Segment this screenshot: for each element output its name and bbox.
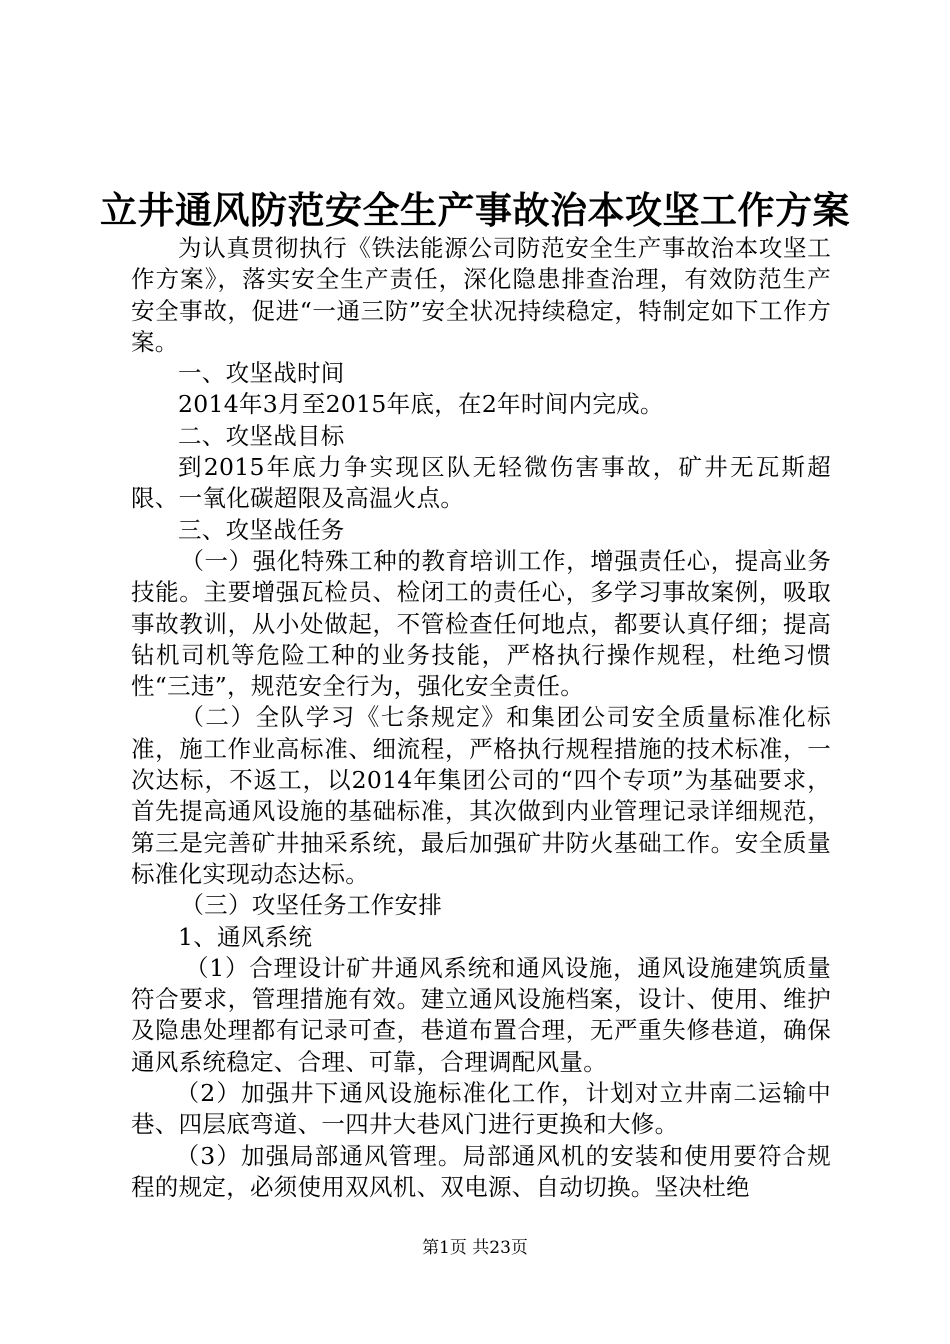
paragraph-ventilation-2: （2）加强井下通风设施标准化工作，计划对立井南二运输中巷、四层底弯道、一四井大巷风门进行更换和大修。 xyxy=(131,1079,831,1139)
paragraph-task-2: （二）全队学习《七条规定》和集团公司安全质量标准化标准，施工作业高标准、细流程，严格执行规程措施的技术标准，一次达标，不返工，以2014年集团公司的“四个专项”为基础要求，首先提高通风设施的基础标准，其次做到内业管理记录详细规范，第三是完善矿井抽采系统，最后加强矿井防火基础工作。安全质量标准化实现动态达标。 xyxy=(131,703,831,888)
paragraph-goal: 到2015年底力争实现区队无轻微伤害事故，矿井无瓦斯超限、一氧化碳超限及高温火点。 xyxy=(131,453,831,513)
paragraph-ventilation-1: （1）合理设计矿井通风系统和通风设施，通风设施建筑质量符合要求，管理措施有效。建立通风设施档案，设计、使用、维护及隐患处理都有记录可查，巷道布置合理，无严重失修巷道，确保通风系统稳定、合理、可靠，合理调配风量。 xyxy=(131,953,831,1076)
paragraph-intro: 为认真贯彻执行《铁法能源公司防范安全生产事故治本攻坚工作方案》，落实安全生产责任，深化隐患排查治理，有效防范生产安全事故，促进“一通三防”安全状况持续稳定，特制定如下工作方案。 xyxy=(131,234,831,356)
heading-time: 一、攻坚战时间 xyxy=(178,359,345,388)
paragraph-ventilation-3: （3）加强局部通风管理。局部通风机的安装和使用要符合规程的规定，必须使用双风机、双电源、自动切换。坚决杜绝 xyxy=(131,1141,831,1201)
paragraph-time: 2014年3月至2015年底，在2年时间内完成。 xyxy=(178,390,664,419)
document-body xyxy=(131,233,831,1203)
page-footer: 第1页 共23页 xyxy=(422,1238,528,1258)
heading-goal: 二、攻坚战目标 xyxy=(178,421,345,450)
heading-task: 三、攻坚战任务 xyxy=(178,515,345,544)
document-title: 立井通风防范安全生产事故治本攻坚工作方案 xyxy=(100,188,850,232)
paragraph-task-1: （一）强化特殊工种的教育培训工作，增强责任心，提高业务技能。主要增强瓦检员、检闭工的责任心，多学习事故案例，吸取事故教训，从小处做起，不管检查任何地点，都要认真仔细；提高钻机司机等危险工种的业务技能，严格执行操作规程，杜绝习惯性“三违”，规范安全行为，强化安全责任。 xyxy=(131,546,831,701)
heading-ventilation: 1、通风系统 xyxy=(178,922,313,951)
heading-task-3: （三）攻坚任务工作安排 xyxy=(180,891,443,920)
